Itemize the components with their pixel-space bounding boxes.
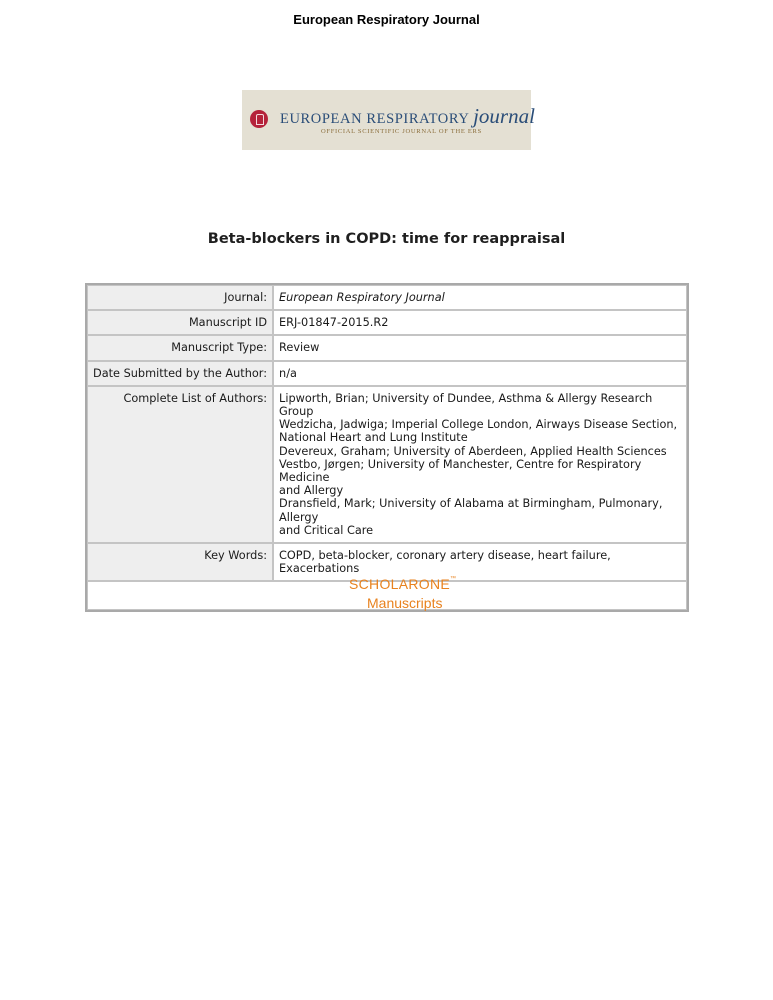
keywords-value: COPD, beta-blocker, coronary artery disease, heart failure, Exacerbations <box>273 543 687 581</box>
author-line: Vestbo, Jørgen; University of Manchester, Centre for Respiratory Medicine <box>279 457 642 485</box>
author-line: and Critical Care <box>279 523 374 537</box>
author-line: Lipworth, Brian; University of Dundee, Asthma & Allergy Research Group <box>279 391 653 419</box>
trademark-symbol: ™ <box>450 576 457 582</box>
scholarone-wordmark: SCHOLARONE <box>349 576 451 592</box>
table-row <box>87 386 687 543</box>
authors-value <box>273 386 687 543</box>
table-row <box>87 285 687 310</box>
running-head: European Respiratory Journal <box>293 12 480 27</box>
table-row <box>87 335 687 360</box>
masthead-main: EUROPEAN RESPIRATORY <box>280 111 474 127</box>
journal-banner-logo <box>242 90 535 150</box>
journal-value: European Respiratory Journal <box>273 285 687 310</box>
author-line: National Heart and Lung Institute <box>279 431 468 445</box>
manuscript-id-label: Manuscript ID <box>87 310 273 335</box>
date-submitted-label: Date Submitted by the Author: <box>87 361 273 386</box>
author-line: Devereux, Graham; University of Aberdeen, Applied Health Sciences <box>279 444 667 458</box>
date-submitted-value: n/a <box>273 361 687 386</box>
manuscripts-wordmark: Manuscripts <box>367 595 443 611</box>
manuscript-id-value: ERJ-01847-2015.R2 <box>273 310 687 335</box>
journal-label: Journal: <box>87 285 273 310</box>
keywords-label: Key Words: <box>87 543 273 581</box>
banner-tagline: OFFICIAL SCIENTIFIC JOURNAL OF THE ERS <box>321 128 482 135</box>
authors-label: Complete List of Authors: <box>87 386 273 543</box>
manuscript-title: Beta-blockers in COPD: time for reappraisal <box>207 231 566 247</box>
manuscript-type-label: Manuscript Type: <box>87 335 273 360</box>
scholarone-logo <box>349 576 456 611</box>
ers-seal-icon <box>250 110 268 128</box>
banner-masthead <box>280 104 535 129</box>
table-row <box>87 361 687 386</box>
masthead-journal: journal <box>473 104 535 128</box>
author-line: Dransfield, Mark; University of Alabama at Birmingham, Pulmonary, Allergy <box>279 497 663 524</box>
author-line: Wedzicha, Jadwiga; Imperial College London, Airways Disease Section, <box>279 418 678 432</box>
manuscript-metadata-table <box>85 283 689 612</box>
table-row <box>87 310 687 335</box>
manuscript-type-value: Review <box>273 335 687 360</box>
author-line: and Allergy <box>279 484 344 498</box>
